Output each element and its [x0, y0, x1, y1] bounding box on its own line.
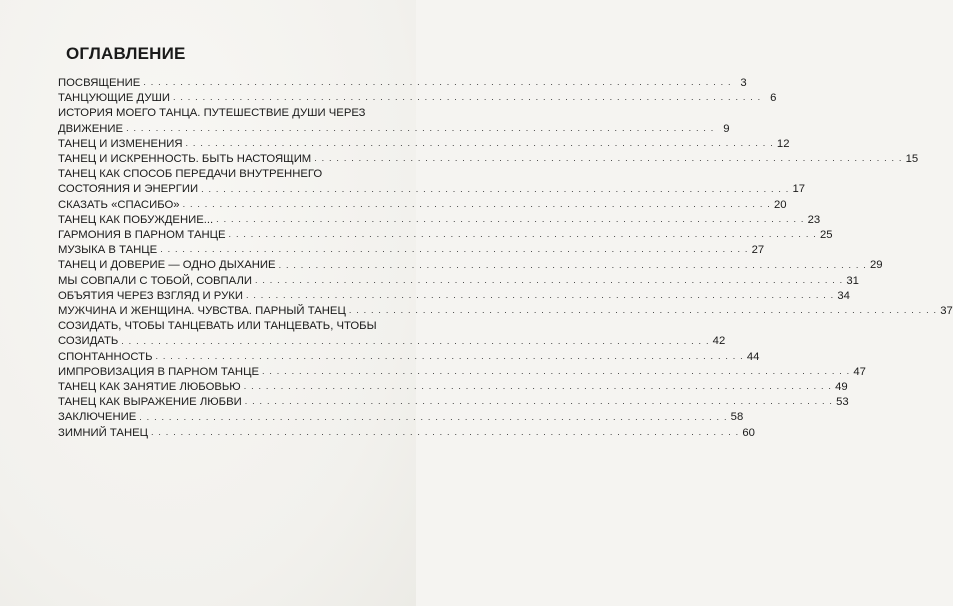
- toc-entry-title: ЗИМНИЙ ТАНЕЦ: [58, 426, 148, 439]
- toc-entry: [58, 106, 730, 136]
- toc-entry: [58, 228, 833, 243]
- toc-dot-leader: . . . . . . . . . . . . . . . . . . . . . . . . . . . . . . . . . . . . . . . . . . . . . . . . . . . . . . . . . . . . . . . . . . . . . . . . . . . . . . . .: [151, 426, 740, 437]
- toc-dot-leader: . . . . . . . . . . . . . . . . . . . . . . . . . . . . . . . . . . . . . . . . . . . . . . . . . . . . . . . . . . . . . . . . . . . . . . . . . . . . . . . .: [185, 138, 774, 149]
- toc-entry-page-number: 49: [835, 381, 848, 394]
- toc-entry-page-number: 37: [940, 305, 953, 318]
- toc-entry: [58, 243, 765, 258]
- toc-dot-leader: . . . . . . . . . . . . . . . . . . . . . . . . . . . . . . . . . . . . . . . . . . . . . . . . . . . . . . . . . . . . . . . . . . . . . . . . . . . . . . . .: [160, 244, 749, 255]
- toc-entry-title: ТАНЕЦ И ИЗМЕНЕНИЯ: [58, 137, 183, 150]
- toc-entry: [58, 365, 866, 380]
- toc-entry: [58, 426, 755, 441]
- toc-dot-leader: . . . . . . . . . . . . . . . . . . . . . . . . . . . . . . . . . . . . . . . . . . . . . . . . . . . . . . . . . . . . . . . . . . . . . . . . . . . . . . . .: [245, 290, 835, 301]
- toc-dot-leader: . . . . . . . . . . . . . . . . . . . . . . . . . . . . . . . . . . . . . . . . . . . . . . . . . . . . . . . . . . . . . . . . . . . . . . . . . . . . . . . .: [201, 183, 790, 194]
- toc-entry-page-number: 29: [869, 259, 883, 272]
- toc-entry-title: ТАНЕЦ КАК ВЫРАЖЕНИЕ ЛЮБВИ: [58, 396, 242, 409]
- toc-dot-leader: . . . . . . . . . . . . . . . . . . . . . . . . . . . . . . . . . . . . . . . . . . . . . . . . . . . . . . . . . . . . . . . . . . . . . . . . . . . . . . . .: [254, 274, 844, 285]
- toc-entry-title: ОБЪЯТИЯ ЧЕРЕЗ ВЗГЛЯД И РУКИ: [58, 289, 243, 302]
- toc-entry-page-number: 47: [853, 365, 866, 378]
- toc-entry-title: ТАНЕЦ И ИСКРЕННОСТЬ. БЫТЬ НАСТОЯЩИМ: [58, 153, 312, 166]
- toc-dot-leader: . . . . . . . . . . . . . . . . . . . . . . . . . . . . . . . . . . . . . . . . . . . . . . . . . . . . . . . . . . . . . . . . . . . . . . . . . . . . . . . .: [126, 122, 715, 133]
- toc-dot-leader: . . . . . . . . . . . . . . . . . . . . . . . . . . . . . . . . . . . . . . . . . . . . . . . . . . . . . . . . . . . . . . . . . . . . . . . . . . . . . . . .: [182, 198, 771, 209]
- toc-entry: [58, 304, 953, 319]
- toc-entry: [58, 289, 850, 304]
- toc-entry: [58, 167, 806, 197]
- toc-entry-page-number: 60: [742, 426, 755, 439]
- toc-dot-leader: . . . . . . . . . . . . . . . . . . . . . . . . . . . . . . . . . . . . . . . . . . . . . . . . . . . . . . . . . . . . . . . . . . . . . . . . . . . . . . . .: [244, 396, 834, 407]
- toc-dot-leader: . . . . . . . . . . . . . . . . . . . . . . . . . . . . . . . . . . . . . . . . . . . . . . . . . . . . . . . . . . . . . . . . . . . . . . . . . . . . . . . .: [155, 350, 744, 361]
- toc-entry: [58, 319, 726, 349]
- toc-dot-leader: . . . . . . . . . . . . . . . . . . . . . . . . . . . . . . . . . . . . . . . . . . . . . . . . . . . . . . . . . . . . . . . . . . . . . . . . . . . . . . . .: [278, 259, 867, 270]
- toc-dot-leader: . . . . . . . . . . . . . . . . . . . . . . . . . . . . . . . . . . . . . . . . . . . . . . . . . . . . . . . . . . . . . . . . . . . . . . . . . . . . . . . .: [172, 92, 762, 103]
- toc-entry: [58, 213, 821, 228]
- toc-entry: [58, 76, 747, 91]
- toc-entry-page-number: 12: [776, 137, 790, 150]
- toc-entry-page-number: 25: [819, 229, 833, 242]
- toc-entry-page-number: 31: [846, 274, 859, 287]
- toc-entry: [58, 152, 919, 167]
- toc-entry-title-line: ИСТОРИЯ МОЕГО ТАНЦА. ПУТЕШЕСТВИЕ ДУШИ ЧЕРЕЗ: [58, 107, 366, 120]
- toc-entry-title: ГАРМОНИЯ В ПАРНОМ ТАНЦЕ: [58, 229, 226, 242]
- toc-entry: [58, 380, 848, 395]
- toc-dot-leader: . . . . . . . . . . . . . . . . . . . . . . . . . . . . . . . . . . . . . . . . . . . . . . . . . . . . . . . . . . . . . . . . . . . . . . . . . . . . . . . .: [243, 381, 833, 392]
- toc-entry: [58, 258, 883, 273]
- toc-entry-title: ЗАКЛЮЧЕНИЕ: [58, 411, 137, 424]
- toc-entry-title: ПОСВЯЩЕНИЕ: [58, 77, 141, 89]
- toc-entry-title: МУЗЫКА В ТАНЦЕ: [58, 244, 158, 257]
- toc-entry: [58, 274, 859, 289]
- toc-entry-title: ТАНЕЦ И ДОВЕРИЕ — ОДНО ДЫХАНИЕ: [58, 259, 276, 272]
- toc-dot-leader: . . . . . . . . . . . . . . . . . . . . . . . . . . . . . . . . . . . . . . . . . . . . . . . . . . . . . . . . . . . . . . . . . . . . . . . . . . . . . . . .: [121, 335, 710, 346]
- toc-entry-page-number: 9: [723, 122, 730, 135]
- toc-dot-leader: . . . . . . . . . . . . . . . . . . . . . . . . . . . . . . . . . . . . . . . . . . . . . . . . . . . . . . . . . . . . . . . . . . . . . . . . . . . . . . . .: [348, 305, 938, 316]
- toc-entry-title: СОСТОЯНИЯ И ЭНЕРГИИ: [58, 183, 199, 196]
- toc-entry-title: ТАНЦУЮЩИЕ ДУШИ: [58, 92, 170, 105]
- toc-entry-title: МЫ СОВПАЛИ С ТОБОЙ, СОВПАЛИ: [58, 274, 252, 287]
- toc-dot-leader: . . . . . . . . . . . . . . . . . . . . . . . . . . . . . . . . . . . . . . . . . . . . . . . . . . . . . . . . . . . . . . . . . . . . . . . . . . . . . . . .: [139, 411, 728, 422]
- toc-entry-page-number: 42: [712, 335, 726, 348]
- toc-entry-title: ТАНЕЦ КАК ЗАНЯТИЕ ЛЮБОВЬЮ: [58, 381, 241, 394]
- toc-dot-leader: . . . . . . . . . . . . . . . . . . . . . . . . . . . . . . . . . . . . . . . . . . . . . . . . . . . . . . . . . . . . . . . . . . . . . . . . . . . . . . . .: [314, 153, 903, 164]
- table-of-contents: [58, 76, 953, 441]
- toc-entry-title-line: СОЗИДАТЬ, ЧТОБЫ ТАНЦЕВАТЬ ИЛИ ТАНЦЕВАТЬ, ЧТОБЫ: [58, 320, 377, 333]
- toc-entry-title: МУЖЧИНА И ЖЕНЩИНА. ЧУВСТВА. ПАРНЫЙ ТАНЕЦ: [58, 305, 346, 318]
- toc-entry: [58, 350, 760, 365]
- toc-entry-page-number: 58: [730, 411, 744, 424]
- toc-entry-title: ДВИЖЕНИЕ: [58, 122, 124, 135]
- toc-entry: [58, 91, 777, 106]
- toc-dot-leader: . . . . . . . . . . . . . . . . . . . . . . . . . . . . . . . . . . . . . . . . . . . . . . . . . . . . . . . . . . . . . . . . . . . . . . . . . . . . . . . .: [228, 229, 817, 240]
- toc-entry-title: ИМПРОВИЗАЦИЯ В ПАРНОМ ТАНЦЕ: [58, 365, 259, 378]
- toc-entry-title: СОЗИДАТЬ: [58, 335, 119, 348]
- toc-entry-page-number: 53: [836, 396, 849, 409]
- toc-entry-title: ТАНЕЦ КАК ПОБУЖДЕНИЕ...: [58, 213, 214, 226]
- toc-dot-leader: . . . . . . . . . . . . . . . . . . . . . . . . . . . . . . . . . . . . . . . . . . . . . . . . . . . . . . . . . . . . . . . . . . . . . . . . . . . . . . . .: [143, 77, 732, 88]
- toc-entry-title: СПОНТАННОСТЬ: [58, 350, 153, 363]
- toc-entry-page-number: 15: [905, 153, 919, 166]
- toc-entry-page-number: 6: [770, 92, 777, 105]
- toc-entry: [58, 137, 790, 152]
- toc-dot-leader: . . . . . . . . . . . . . . . . . . . . . . . . . . . . . . . . . . . . . . . . . . . . . . . . . . . . . . . . . . . . . . . . . . . . . . . . . . . . . . . .: [261, 366, 851, 377]
- toc-entry-page-number: 34: [837, 289, 850, 302]
- toc-entry: [58, 410, 744, 425]
- toc-entry: [58, 395, 849, 410]
- toc-dot-leader: . . . . . . . . . . . . . . . . . . . . . . . . . . . . . . . . . . . . . . . . . . . . . . . . . . . . . . . . . . . . . . . . . . . . . . . . . . . . . . . .: [216, 214, 805, 225]
- page-title: ОГЛАВЛЕНИЕ: [66, 44, 186, 63]
- toc-entry-title-line: ТАНЕЦ КАК СПОСОБ ПЕРЕДАЧИ ВНУТРЕННЕГО: [58, 168, 323, 181]
- toc-entry-page-number: 44: [746, 350, 760, 363]
- toc-entry-title: СКАЗАТЬ «СПАСИБО»: [58, 198, 180, 211]
- toc-entry: [58, 198, 787, 213]
- toc-entry-page-number: 3: [740, 77, 747, 89]
- toc-entry-page-number: 20: [773, 198, 787, 211]
- toc-entry-page-number: 23: [807, 213, 821, 226]
- toc-entry-page-number: 27: [751, 244, 765, 257]
- toc-entry-page-number: 17: [792, 183, 806, 196]
